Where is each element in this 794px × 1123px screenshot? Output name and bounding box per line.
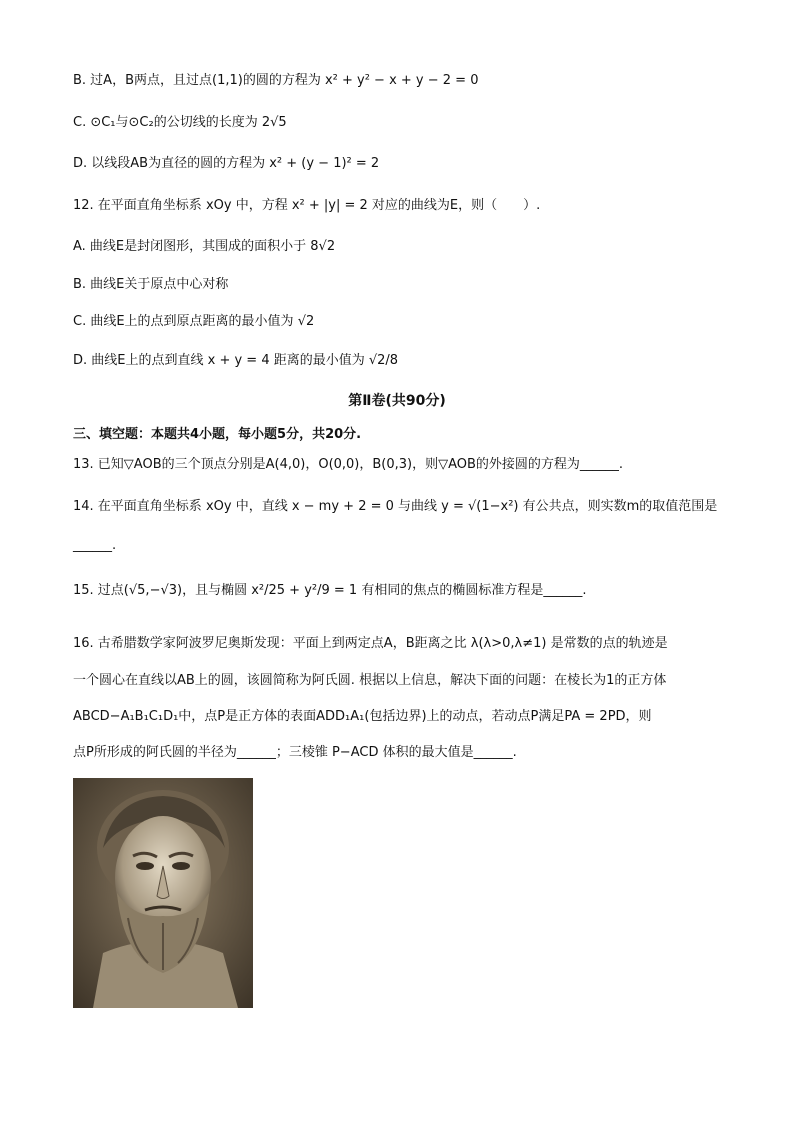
option-c-line: C. ⊙C₁与⊙C₂的公切线的长度为 2√5 [73,115,287,130]
q12-option-b: B. 曲线E关于原点中心对称 [73,277,229,292]
apollonius-bust-photo [73,778,253,1008]
question-16-line4: 点P所形成的阿氏圆的半径为______；三棱锥 P−ACD 体积的最大值是______. [73,745,517,760]
question-14-line1: 14. 在平面直角坐标系 xOy 中，直线 x − my + 2 = 0 与曲线 y = √(1−x²) 有公共点，则实数m的取值范围是 [73,499,718,514]
question-16-line3: ABCD−A₁B₁C₁D₁中，点P是正方体的表面ADD₁A₁(包括边界)上的动点，若动点P满足PA = 2PD，则 [73,709,652,724]
question-15: 15. 过点(√5,−√3)，且与椭圆 x²/25 + y²/9 = 1 有相同的焦点的椭圆标准方程是______. [73,583,587,598]
q12-option-c: C. 曲线E上的点到原点距离的最小值为 √2 [73,314,315,329]
question-13: 13. 已知▽AOB的三个顶点分别是A(4,0)，O(0,0)，B(0,3)，则▽AOB的外接圆的方程为______. [73,457,624,472]
q12-option-a: A. 曲线E是封闭图形，其围成的面积小于 8√2 [73,239,336,254]
question-16-line2: 一个圆心在直线以AB上的圆，该圆简称为阿氏圆. 根据以上信息，解决下面的问题：在棱长为1的正方体 [73,673,667,688]
option-b-line: B. 过A，B两点，且过点(1,1)的圆的方程为 x² + y² − x + y − 2 = 0 [73,73,479,88]
q12-option-d: D. 曲线E上的点到直线 x + y = 4 距离的最小值为 √2/8 [73,353,399,368]
question-16-line1: 16. 古希腊数学家阿波罗尼奥斯发现：平面上到两定点A，B距离之比 λ(λ>0,λ≠1) 是常数的点的轨迹是 [73,636,668,651]
option-d-line: D. 以线段AB为直径的圆的方程为 x² + (y − 1)² = 2 [73,156,380,171]
part-title: 第Ⅱ卷(共90分) [348,393,446,409]
question-12: 12. 在平面直角坐标系 xOy 中，方程 x² + |y| = 2 对应的曲线为E，则（ ）. [73,198,541,213]
section-title: 三、填空题：本题共4小题，每小题5分，共20分. [73,427,362,442]
question-14-line2: ______. [73,538,117,553]
